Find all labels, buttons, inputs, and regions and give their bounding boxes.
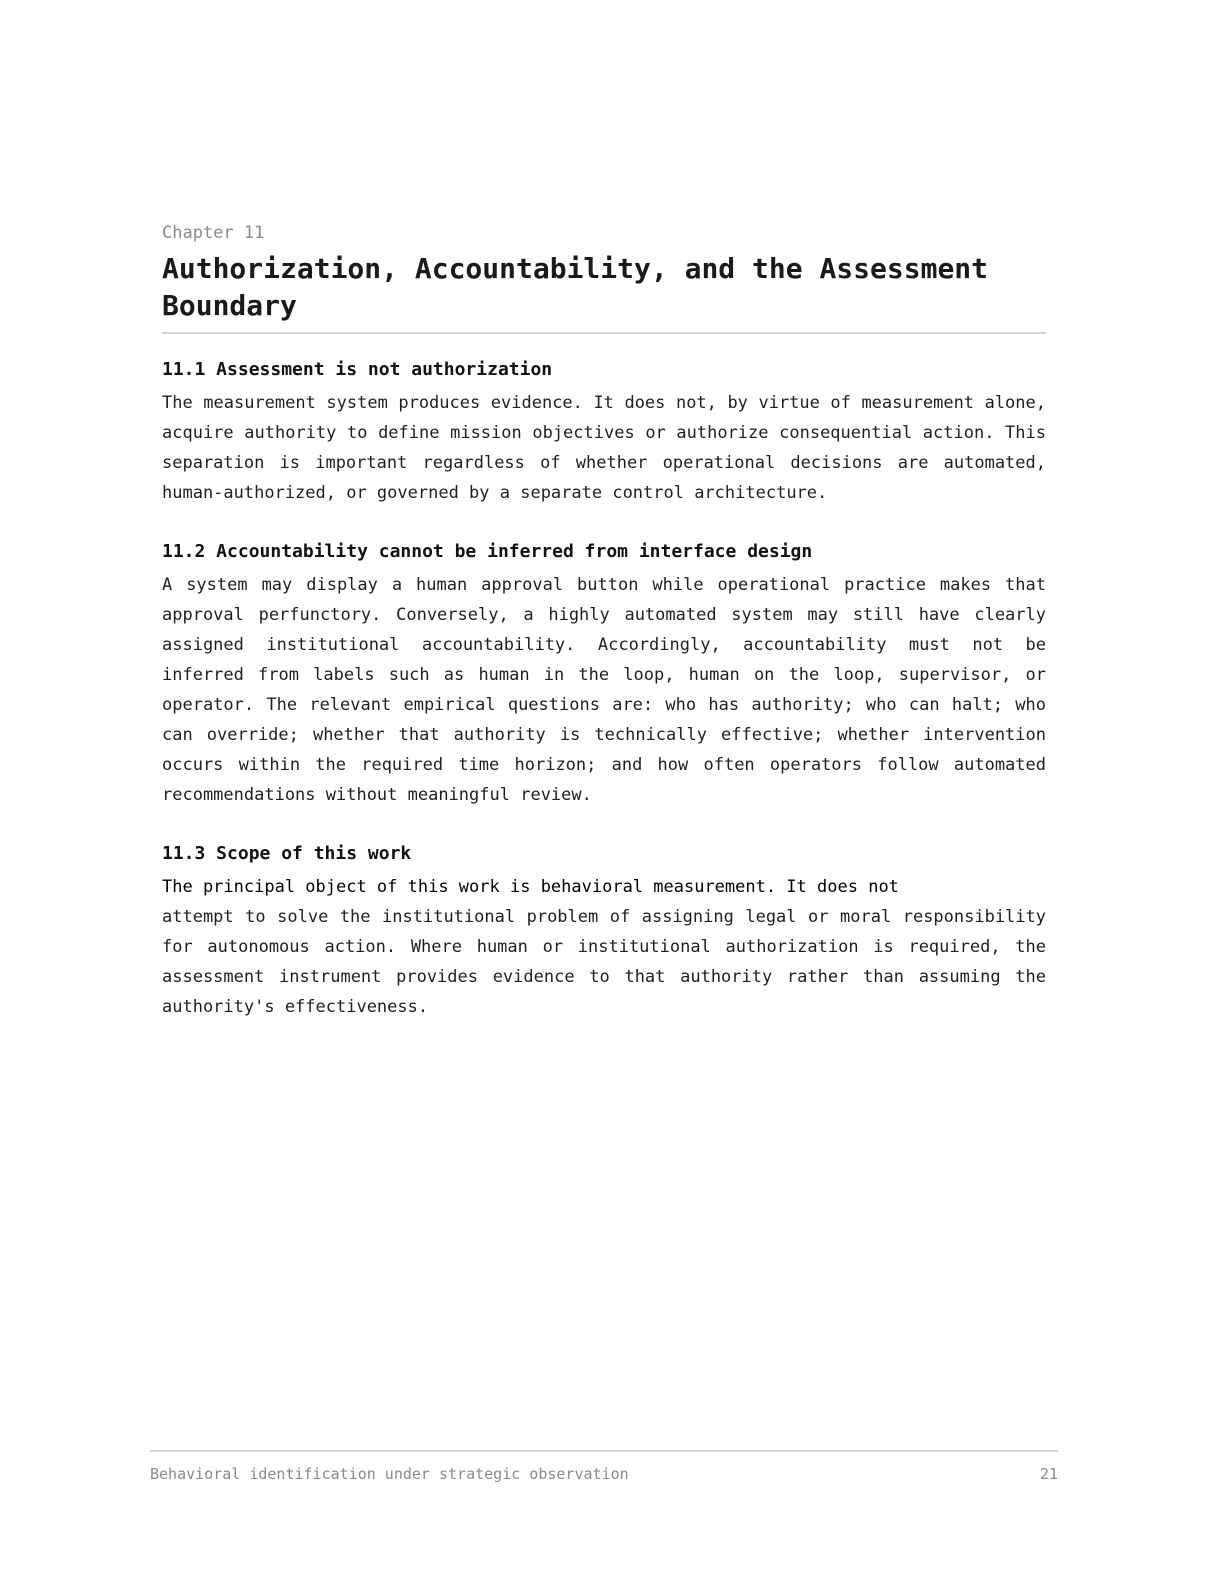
running-title: Behavioral identification under strategic observation bbox=[150, 1465, 629, 1483]
section-heading: 11.3 Scope of this work bbox=[162, 843, 412, 864]
section-heading: 11.2 Accountability cannot be inferred from interface design bbox=[162, 541, 813, 562]
section-11-3 bbox=[162, 842, 1046, 1022]
section-body: attempt to solve the institutional problem of assigning legal or moral responsibility for autonomous action. Where human or institutional authorization is required, the assessment instrument provides evidence to that authority rather than assuming the authority's effectiveness. bbox=[162, 907, 1046, 1017]
section-body: A system may display a human approval button while operational practice makes that approval perfunctory. Conversely, a highly automated system may still have clearly assigned institutional accountability. Accordingly, accountability must not be inferred from labels such as human in the loop, human on the loop, supervisor, or operator. The relevant empirical questions are: who has authority; who can halt; who can override; whether that authority is technically effective; whether intervention occurs within the required time horizon; and how often operators follow automated recommendations without meaningful review. bbox=[162, 575, 1046, 805]
section-lead-line: The principal object of this work is behavioral measurement. It does not bbox=[162, 877, 899, 897]
section-body-wrapper bbox=[162, 872, 1046, 1022]
page-content bbox=[162, 222, 1046, 1022]
section-11-1 bbox=[162, 358, 1046, 508]
page-footer bbox=[150, 1450, 1058, 1484]
chapter-title: Authorization, Accountability, and the Assessment Boundary bbox=[162, 250, 1046, 334]
section-heading: 11.1 Assessment is not authorization bbox=[162, 359, 553, 380]
chapter-label: Chapter 11 bbox=[162, 223, 265, 243]
section-body: The measurement system produces evidence. It does not, by virtue of measurement alone, acquire authority to define mission objectives or authorize consequential action. This separation is important regardless of whether operational decisions are automated, human-authorized, or governed by a separate control architecture. bbox=[162, 393, 1046, 503]
section-11-2 bbox=[162, 540, 1046, 810]
page-number: 21 bbox=[1039, 1465, 1058, 1483]
